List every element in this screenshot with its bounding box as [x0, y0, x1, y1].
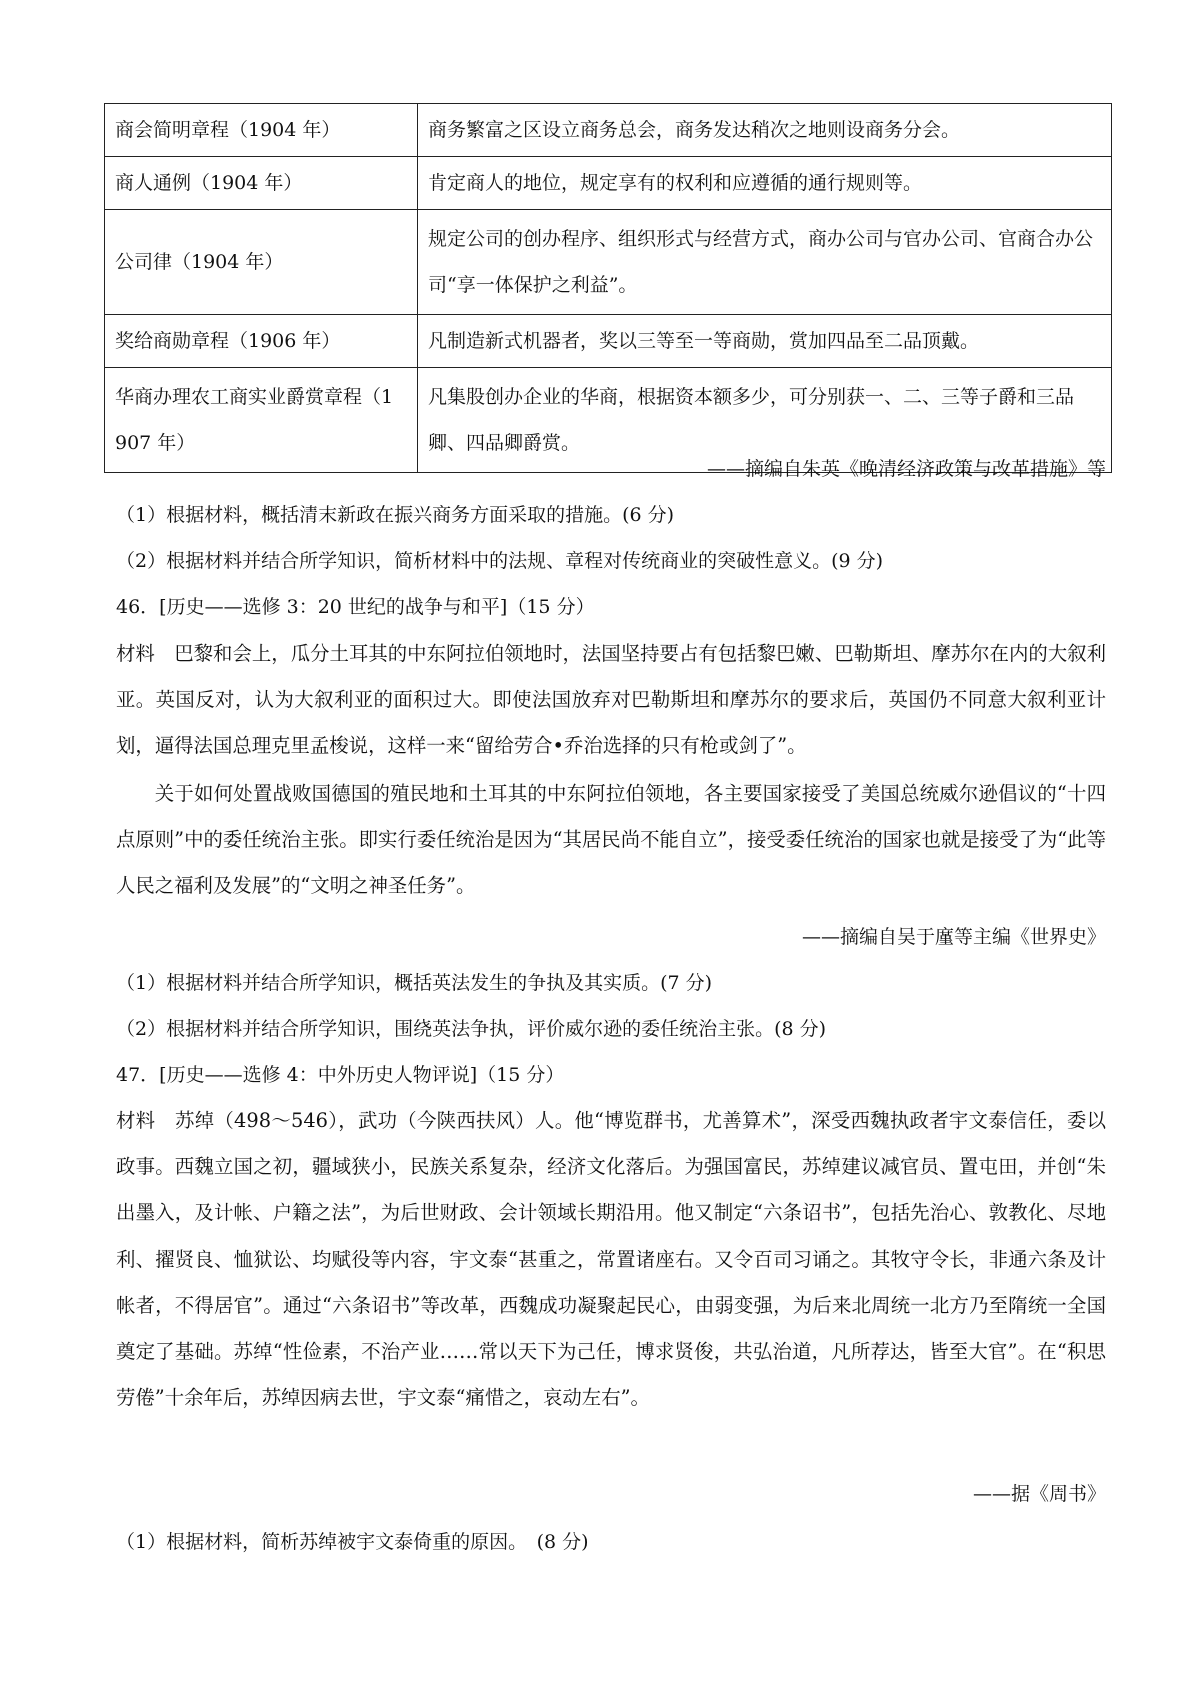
law-name-cell: 公司律（1904 年）	[105, 210, 418, 315]
q46-material-paragraph-2: 关于如何处置战败国德国的殖民地和土耳其的中东阿拉伯领地，各主要国家接受了美国总统威尔逊倡议的“十四点原则”中的委任统治主张。即实行委任统治是因为“其居民尚不能自立”，接受委任统治的国家也就是接受了为“此等人民之福利及发展”的“文明之神圣任务”。	[116, 782, 1106, 898]
law-content-cell: 肯定商人的地位，规定享有的权利和应遵循的通行规则等。	[418, 157, 1112, 210]
q46-material-paragraph-1: 材料 巴黎和会上，瓜分土耳其的中东阿拉伯领地时，法国坚持要占有包括黎巴嫩、巴勒斯坦、摩苏尔在内的大叙利亚。英国反对，认为大叙利亚的面积过大。即使法国放弃对巴勒斯坦和摩苏尔的要求后，英国仍不同意大叙利亚计划，逼得法国总理克里孟梭说，这样一来“留给劳合•乔治选择的只有枪或剑了”。	[116, 642, 1106, 758]
q47-subquestion-1: （1）根据材料，简析苏绰被宇文泰倚重的原因。 (8 分)	[116, 1531, 589, 1553]
q47-title: 47．[历史——选修 4：中外历史人物评说]（15 分）	[116, 1064, 565, 1086]
q45-subquestion-1: （1）根据材料，概括清末新政在振兴商务方面采取的措施。(6 分)	[116, 504, 675, 526]
law-content-cell: 凡制造新式机器者，奖以三等至一等商勋，赏加四品至二品顶戴。	[418, 315, 1112, 368]
law-name-cell: 奖给商勋章程（1906 年）	[105, 315, 418, 368]
q46-title: 46．[历史——选修 3：20 世纪的战争与和平]（15 分）	[116, 596, 595, 618]
law-content-cell: 商务繁富之区设立商务总会，商务发达稍次之地则设商务分会。	[418, 104, 1112, 157]
law-name-cell: 华商办理农工商实业爵赏章程（1907 年）	[105, 368, 418, 473]
table-row	[105, 315, 1112, 368]
q46-subquestion-1: （1）根据材料并结合所学知识，概括英法发生的争执及其实质。(7 分)	[116, 972, 713, 994]
law-content-cell: 规定公司的创办程序、组织形式与经营方式，商办公司与官办公司、官商合办公司“享一体保护之利益”。	[418, 210, 1112, 315]
table-row	[105, 210, 1112, 315]
q47-material-paragraph: 材料 苏绰（498～546），武功（今陕西扶风）人。他“博览群书，尤善算术”，深受西魏执政者宇文泰信任，委以政事。西魏立国之初，疆域狭小，民族关系复杂，经济文化落后。为强国富民，苏绰建议减官员、置屯田，并创“朱出墨入，及计帐、户籍之法”，为后世财政、会计领域长期沿用。他又制定“六条诏书”，包括先治心、敦教化、尽地利、擢贤良、恤狱讼、均赋役等内容，宇文泰“甚重之，常置诸座右。又令百司习诵之。其牧守令长，非通六条及计帐者，不得居官”。通过“六条诏书”等改革，西魏成功凝聚起民心，由弱变强，为后来北周统一北方乃至隋统一全国奠定了基础。苏绰“性俭素，不治产业……常以天下为己任，博求贤俊，共弘治道，凡所荐达，皆至大官”。在“积思劳倦”十余年后，苏绰因病去世，宇文泰“痛惜之，哀动左右”。	[116, 1109, 1106, 1410]
law-name-cell: 商会简明章程（1904 年）	[105, 104, 418, 157]
law-name-cell: 商人通例（1904 年）	[105, 157, 418, 210]
table-row	[105, 157, 1112, 210]
q45-subquestion-2: （2）根据材料并结合所学知识，简析材料中的法规、章程对传统商业的突破性意义。(9 分)	[116, 550, 884, 572]
table-source-citation: ——摘编自朱英《晚清经济政策与改革措施》等	[706, 458, 1106, 480]
law-content-cell: 凡集股创办企业的华商，根据资本额多少，可分别获一、二、三等子爵和三品卿、四品卿爵赏。	[418, 368, 1112, 473]
q46-source-citation: ——摘编自吴于廑等主编《世界史》	[801, 926, 1106, 948]
q47-source-citation: ——据《周书》	[972, 1483, 1106, 1505]
commerce-law-table	[104, 103, 1112, 473]
q46-subquestion-2: （2）根据材料并结合所学知识，围绕英法争执，评价威尔逊的委任统治主张。(8 分)	[116, 1018, 827, 1040]
table-row	[105, 104, 1112, 157]
